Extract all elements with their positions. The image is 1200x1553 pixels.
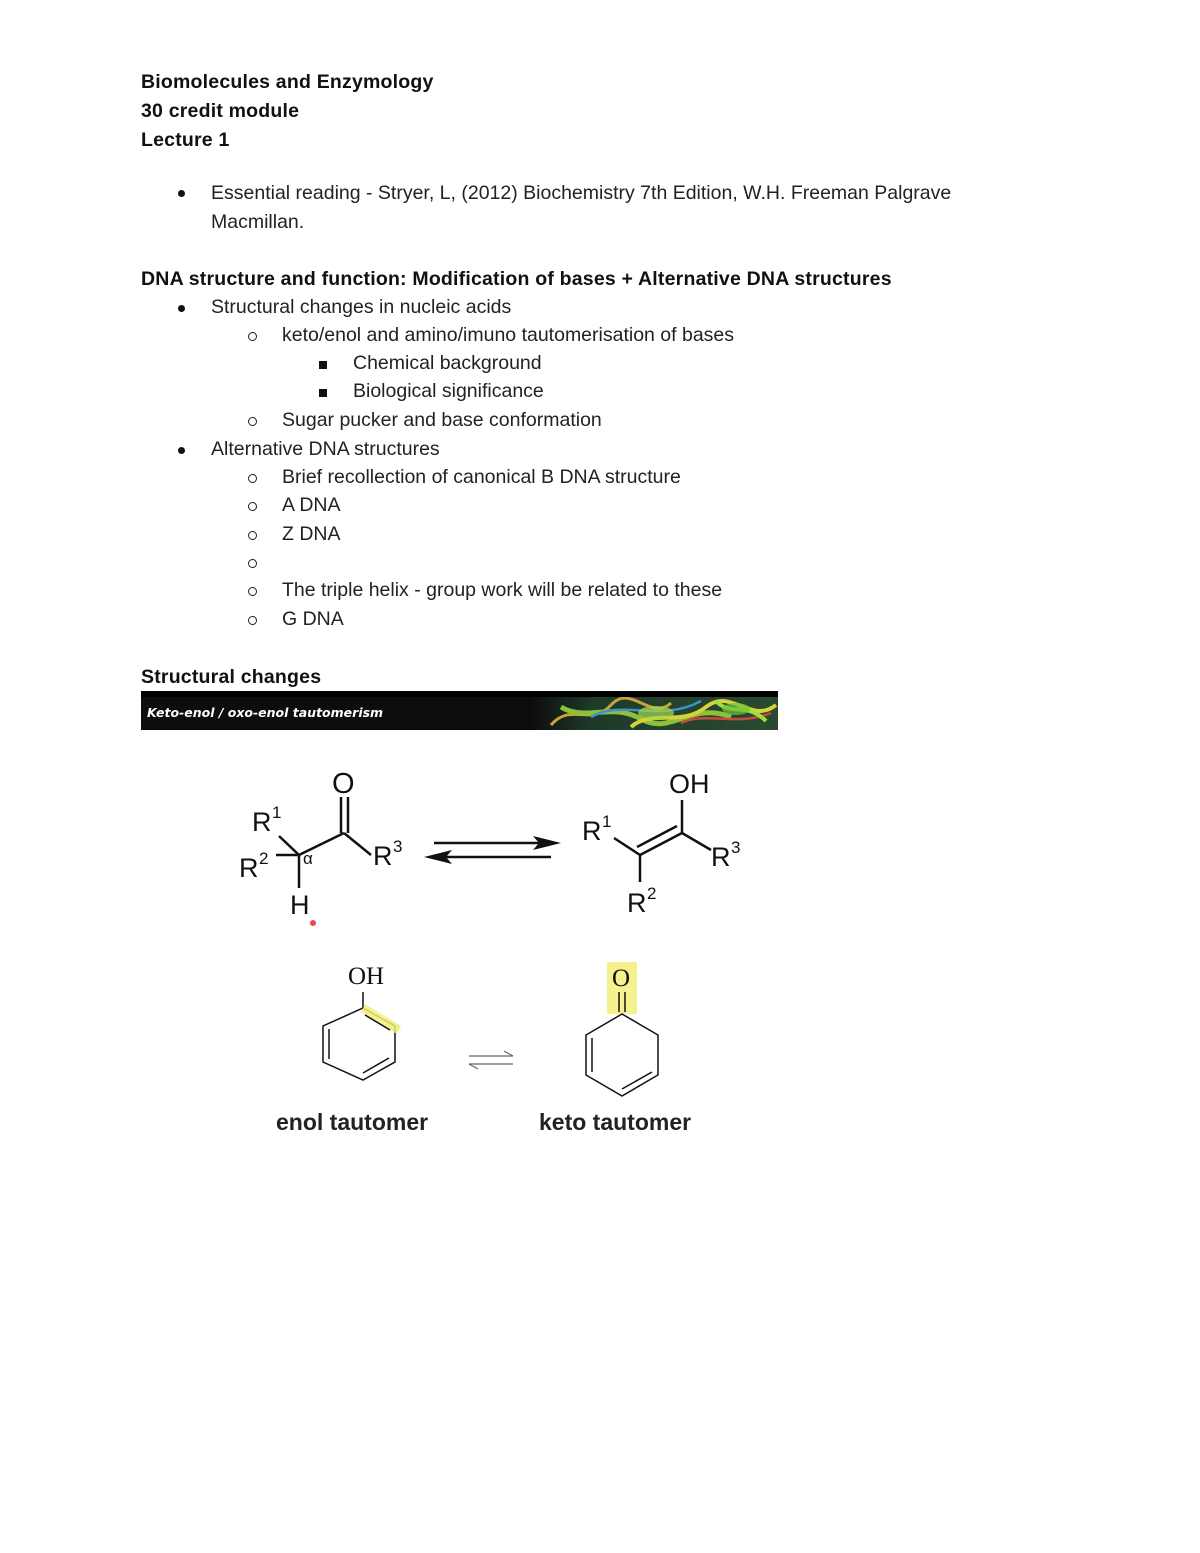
r3-label: R bbox=[373, 841, 393, 871]
section-heading-structural: Structural changes bbox=[141, 666, 322, 688]
document-title: Biomolecules and Enzymology bbox=[141, 71, 434, 93]
bullet-disc bbox=[178, 305, 185, 312]
bullet-circle bbox=[248, 616, 257, 625]
r1-superscript: 1 bbox=[602, 812, 612, 831]
r2-label: R bbox=[239, 853, 259, 883]
list-item: Alternative DNA structures bbox=[211, 438, 440, 460]
slide-banner bbox=[141, 691, 778, 730]
list-item: Chemical background bbox=[353, 352, 542, 374]
banner-title: Keto-enol / oxo-enol tautomerism bbox=[147, 705, 384, 720]
alpha-label: α bbox=[303, 849, 313, 868]
section-heading-dna: DNA structure and function: Modification of bases + Alternative DNA structures bbox=[141, 268, 892, 290]
protein-structure-image bbox=[531, 697, 778, 730]
oxygen-label: O bbox=[612, 965, 631, 992]
bullet-circle bbox=[248, 531, 257, 540]
list-item: The triple helix - group work will be related to these bbox=[282, 579, 723, 601]
bullet-square bbox=[319, 389, 327, 397]
credit-info: 30 credit module bbox=[141, 100, 300, 122]
list-item: A DNA bbox=[282, 494, 341, 516]
bullet-disc bbox=[178, 447, 185, 454]
enol-ring-structure bbox=[276, 963, 428, 1135]
bullet-circle bbox=[248, 502, 257, 511]
equilibrium-arrow bbox=[424, 836, 561, 864]
enol-tautomer-label: enol tautomer bbox=[276, 1109, 429, 1135]
r2-superscript: 2 bbox=[647, 884, 657, 903]
bullet-square bbox=[319, 361, 327, 369]
bullet-circle bbox=[248, 587, 257, 596]
bullet-circle bbox=[248, 559, 257, 568]
r1-label: R bbox=[252, 807, 272, 837]
r3-superscript: 3 bbox=[393, 837, 403, 856]
keto-ring-structure bbox=[539, 962, 691, 1135]
highlight-mark bbox=[363, 1008, 399, 1030]
list-item: G DNA bbox=[282, 608, 344, 630]
list-item: Sugar pucker and base conformation bbox=[282, 409, 602, 431]
r2-superscript: 2 bbox=[259, 849, 269, 868]
bullet-disc bbox=[178, 190, 185, 197]
r2-label: R bbox=[627, 888, 647, 918]
bullet-circle bbox=[248, 474, 257, 483]
list-item: Brief recollection of canonical B DNA structure bbox=[282, 466, 681, 488]
hydroxyl-label: OH bbox=[348, 963, 385, 990]
tautomerism-diagram bbox=[141, 740, 841, 1150]
list-item: keto/enol and amino/imuno tautomerisation of bases bbox=[282, 324, 735, 346]
list-item: Biological significance bbox=[353, 380, 544, 402]
reading-line-1: Essential reading - Stryer, L, (2012) Biochemistry 7th Edition, W.H. Freeman Palgrave bbox=[211, 182, 952, 204]
r3-superscript: 3 bbox=[731, 838, 741, 857]
list-item: Z DNA bbox=[282, 523, 341, 545]
cursor-dot bbox=[310, 920, 316, 926]
list-item: Structural changes in nucleic acids bbox=[211, 296, 512, 318]
r3-label: R bbox=[711, 842, 731, 872]
oxygen-label: O bbox=[332, 768, 355, 800]
reading-line-2: Macmillan. bbox=[211, 211, 305, 233]
bullet-circle bbox=[248, 417, 257, 426]
r1-label: R bbox=[582, 816, 602, 846]
small-equilibrium-arrow bbox=[469, 1051, 513, 1069]
lecture-label: Lecture 1 bbox=[141, 129, 230, 151]
keto-generic-structure bbox=[239, 768, 402, 926]
hydrogen-label: H bbox=[290, 890, 310, 920]
hydroxyl-label: OH bbox=[669, 769, 710, 799]
bullet-circle bbox=[248, 332, 257, 341]
keto-tautomer-label: keto tautomer bbox=[539, 1109, 692, 1135]
r1-superscript: 1 bbox=[272, 803, 282, 822]
enol-generic-structure bbox=[582, 769, 740, 918]
